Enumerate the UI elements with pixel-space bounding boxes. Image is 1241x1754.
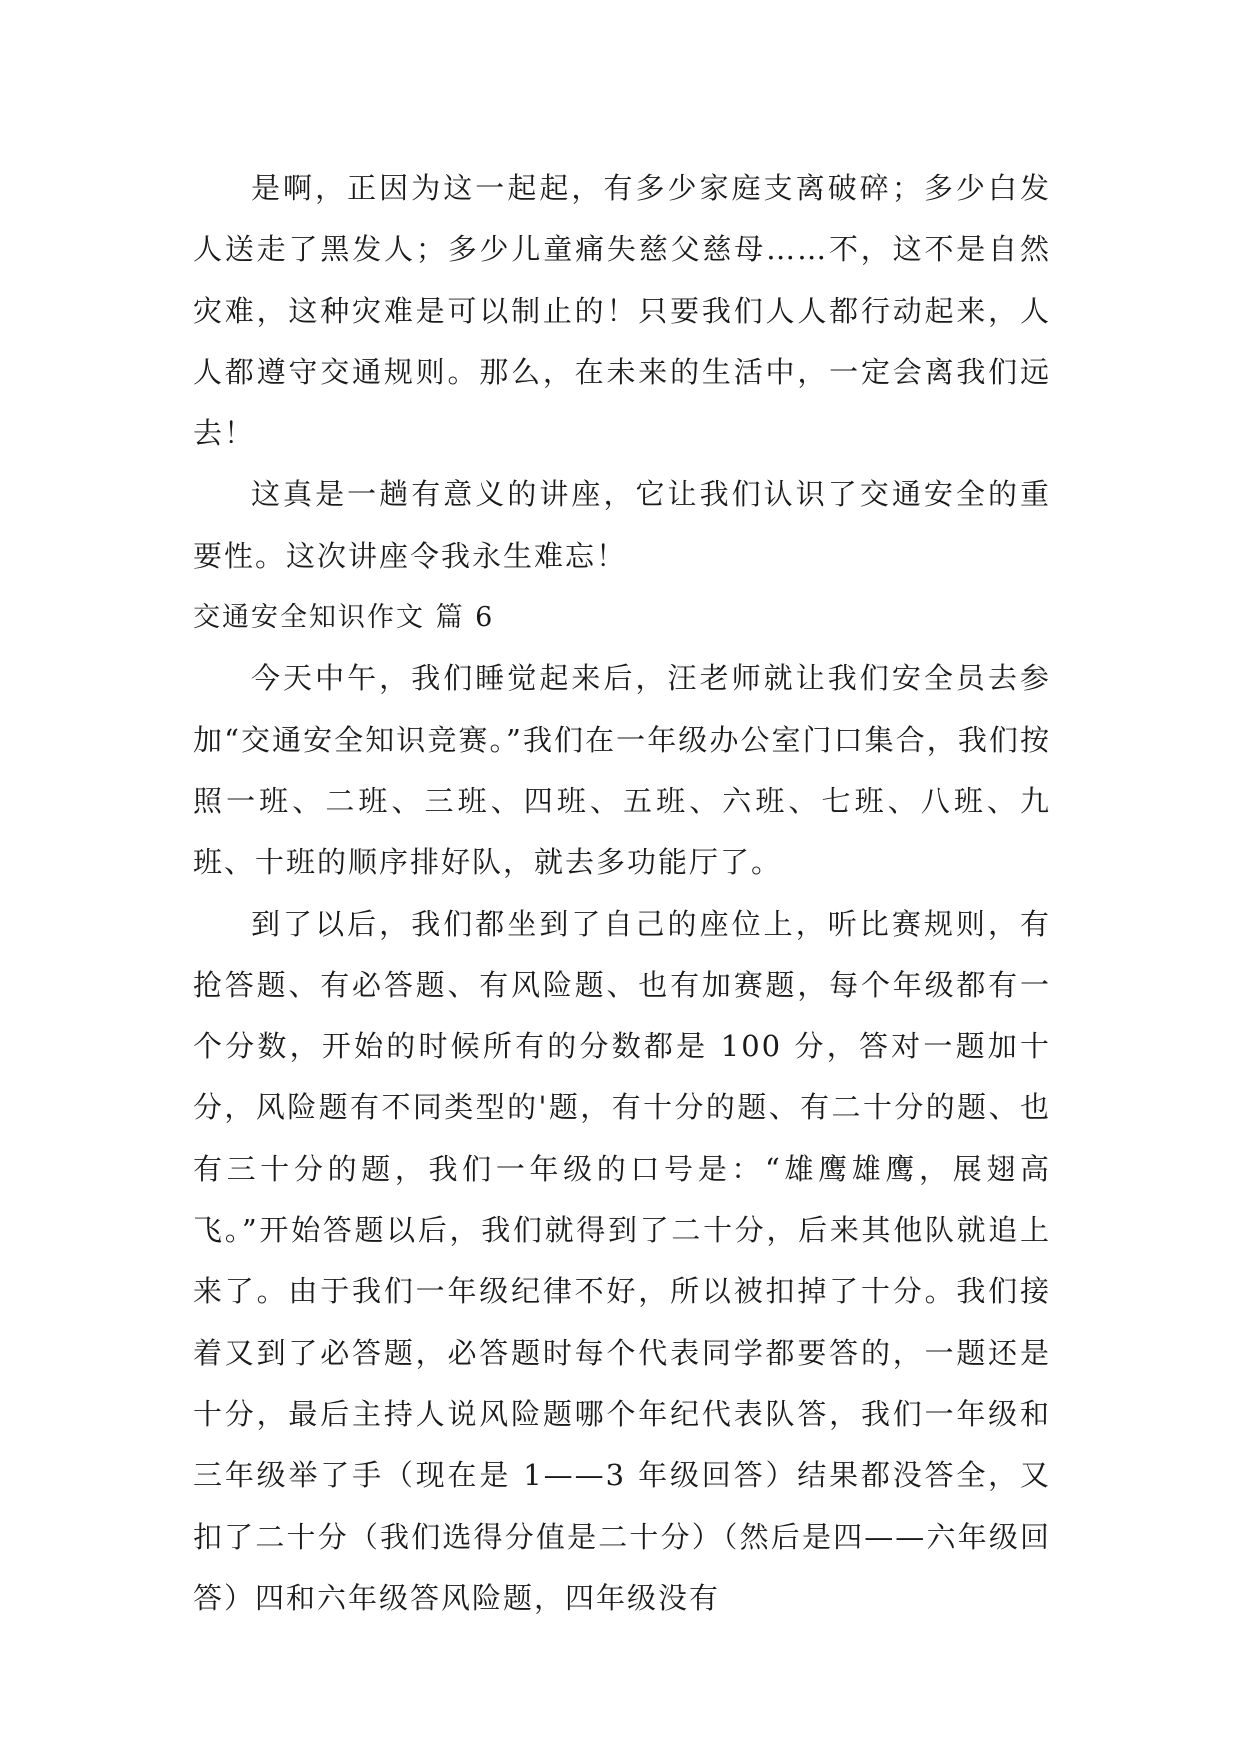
- document-body: [193, 158, 1051, 1629]
- paragraph-lecture-conclusion: 这真是一趟有意义的讲座，它让我们认识了交通安全的重要性。这次讲座令我永生难忘！: [193, 477, 1051, 573]
- paragraph-competition-details: 到了以后，我们都坐到了自己的座位上，听比赛规则，有抢答题、有必答题、有风险题、也有加赛题，每个年级都有一个分数，开始的时候所有的分数都是 100 分，答对一题加十分，风险题有不同类型的'题，有十分的题、有二十分的题、也有三十分的题，我们一年级的口号是：“雄鹰雄鹰，展翅高飞。”开始答题以后，我们就得到了二十分，后来其他队就追上来了。由于我们一年级纪律不好，所以被扣掉了十分。我们接着又到了必答题，必答题时每个代表同学都要答的，一题还是十分，最后主持人说风险题哪个年纪代表队答，我们一年级和三年级举了手（现在是 1——3 年级回答）结果都没答全，又扣了二十分（我们选得分值是二十分）（然后是四——六年级回答）四和六年级答风险题，四年级没有: [193, 906, 1051, 1615]
- paragraph-tragedy: 是啊，正因为这一起起，有多少家庭支离破碎；多少白发人送走了黑发人；多少儿童痛失慈父慈母……不，这不是自然灾难，这种灾难是可以制止的！只要我们人人都行动起来，人人都遵守交通规则。那么，在未来的生活中，一定会离我们远去！: [193, 171, 1051, 451]
- section-heading: 交通安全知识作文 篇 6: [193, 602, 495, 634]
- paragraph-competition-intro: 今天中午，我们睡觉起来后，汪老师就让我们安全员去参加“交通安全知识竞赛。”我们在一年级办公室门口集合，我们按照一班、二班、三班、四班、五班、六班、七班、八班、九班、十班的顺序排好队，就去多功能厅了。: [193, 661, 1051, 880]
